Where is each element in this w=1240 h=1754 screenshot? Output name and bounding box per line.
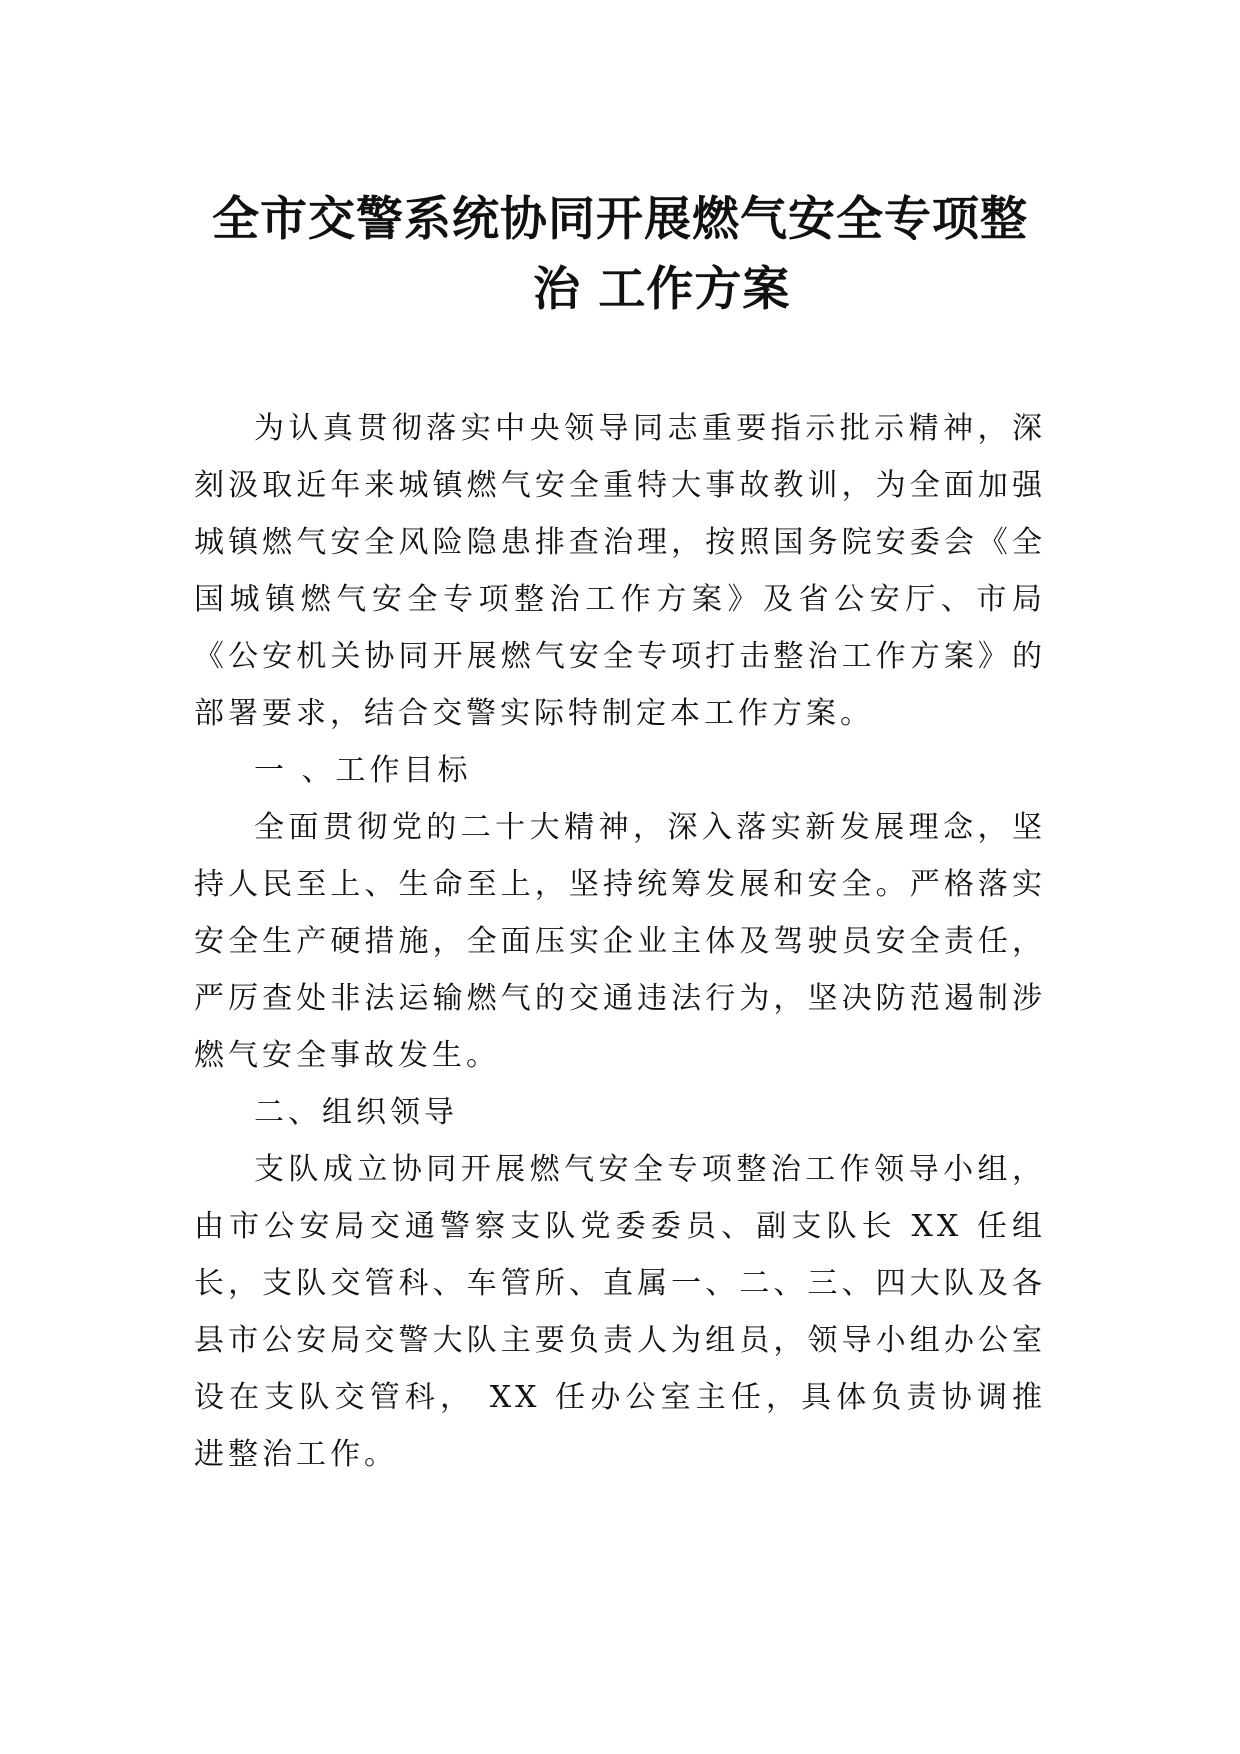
title-line-2: 治 工作方案 [533,262,791,317]
document-body [194,400,1046,1483]
leadership-paragraph: 支队成立协同开展燃气安全专项整治工作领导小组，由市公安局交通警察支队党委委员、副支队长 XX 任组长，支队交管科、车管所、直属一、二、三、四大队及各县市公安局交警大队主要负责人为组员，领导小组办公室设在支队交管科， XX 任办公室主任，具体负责协调推进整治工作。 [194,1152,1046,1472]
intro-paragraph: 为认真贯彻落实中央领导同志重要指示批示精神，深刻汲取近年来城镇燃气安全重特大事故教训，为全面加强城镇燃气安全风险隐患排查治理，按照国务院安委会《全国城镇燃气安全专项整治工作方案》及省公安厅、市局《公安机关协同开展燃气安全专项打击整治工作方案》的部署要求，结合交警实际特制定本工作方案。 [194,411,1046,731]
section-heading-leadership: 二、组织领导 [254,1095,458,1130]
goals-paragraph: 全面贯彻党的二十大精神，深入落实新发展理念，坚持人民至上、生命至上，坚持统筹发展和安全。严格落实安全生产硬措施，全面压实企业主体及驾驶员安全责任，严厉查处非法运输燃气的交通违法行为，坚决防范遏制涉燃气安全事故发生。 [194,810,1046,1073]
section-heading-goals: 一 、工作目标 [254,753,472,788]
title-line-1: 全市交警系统协同开展燃气安全专项整 [212,192,1028,247]
